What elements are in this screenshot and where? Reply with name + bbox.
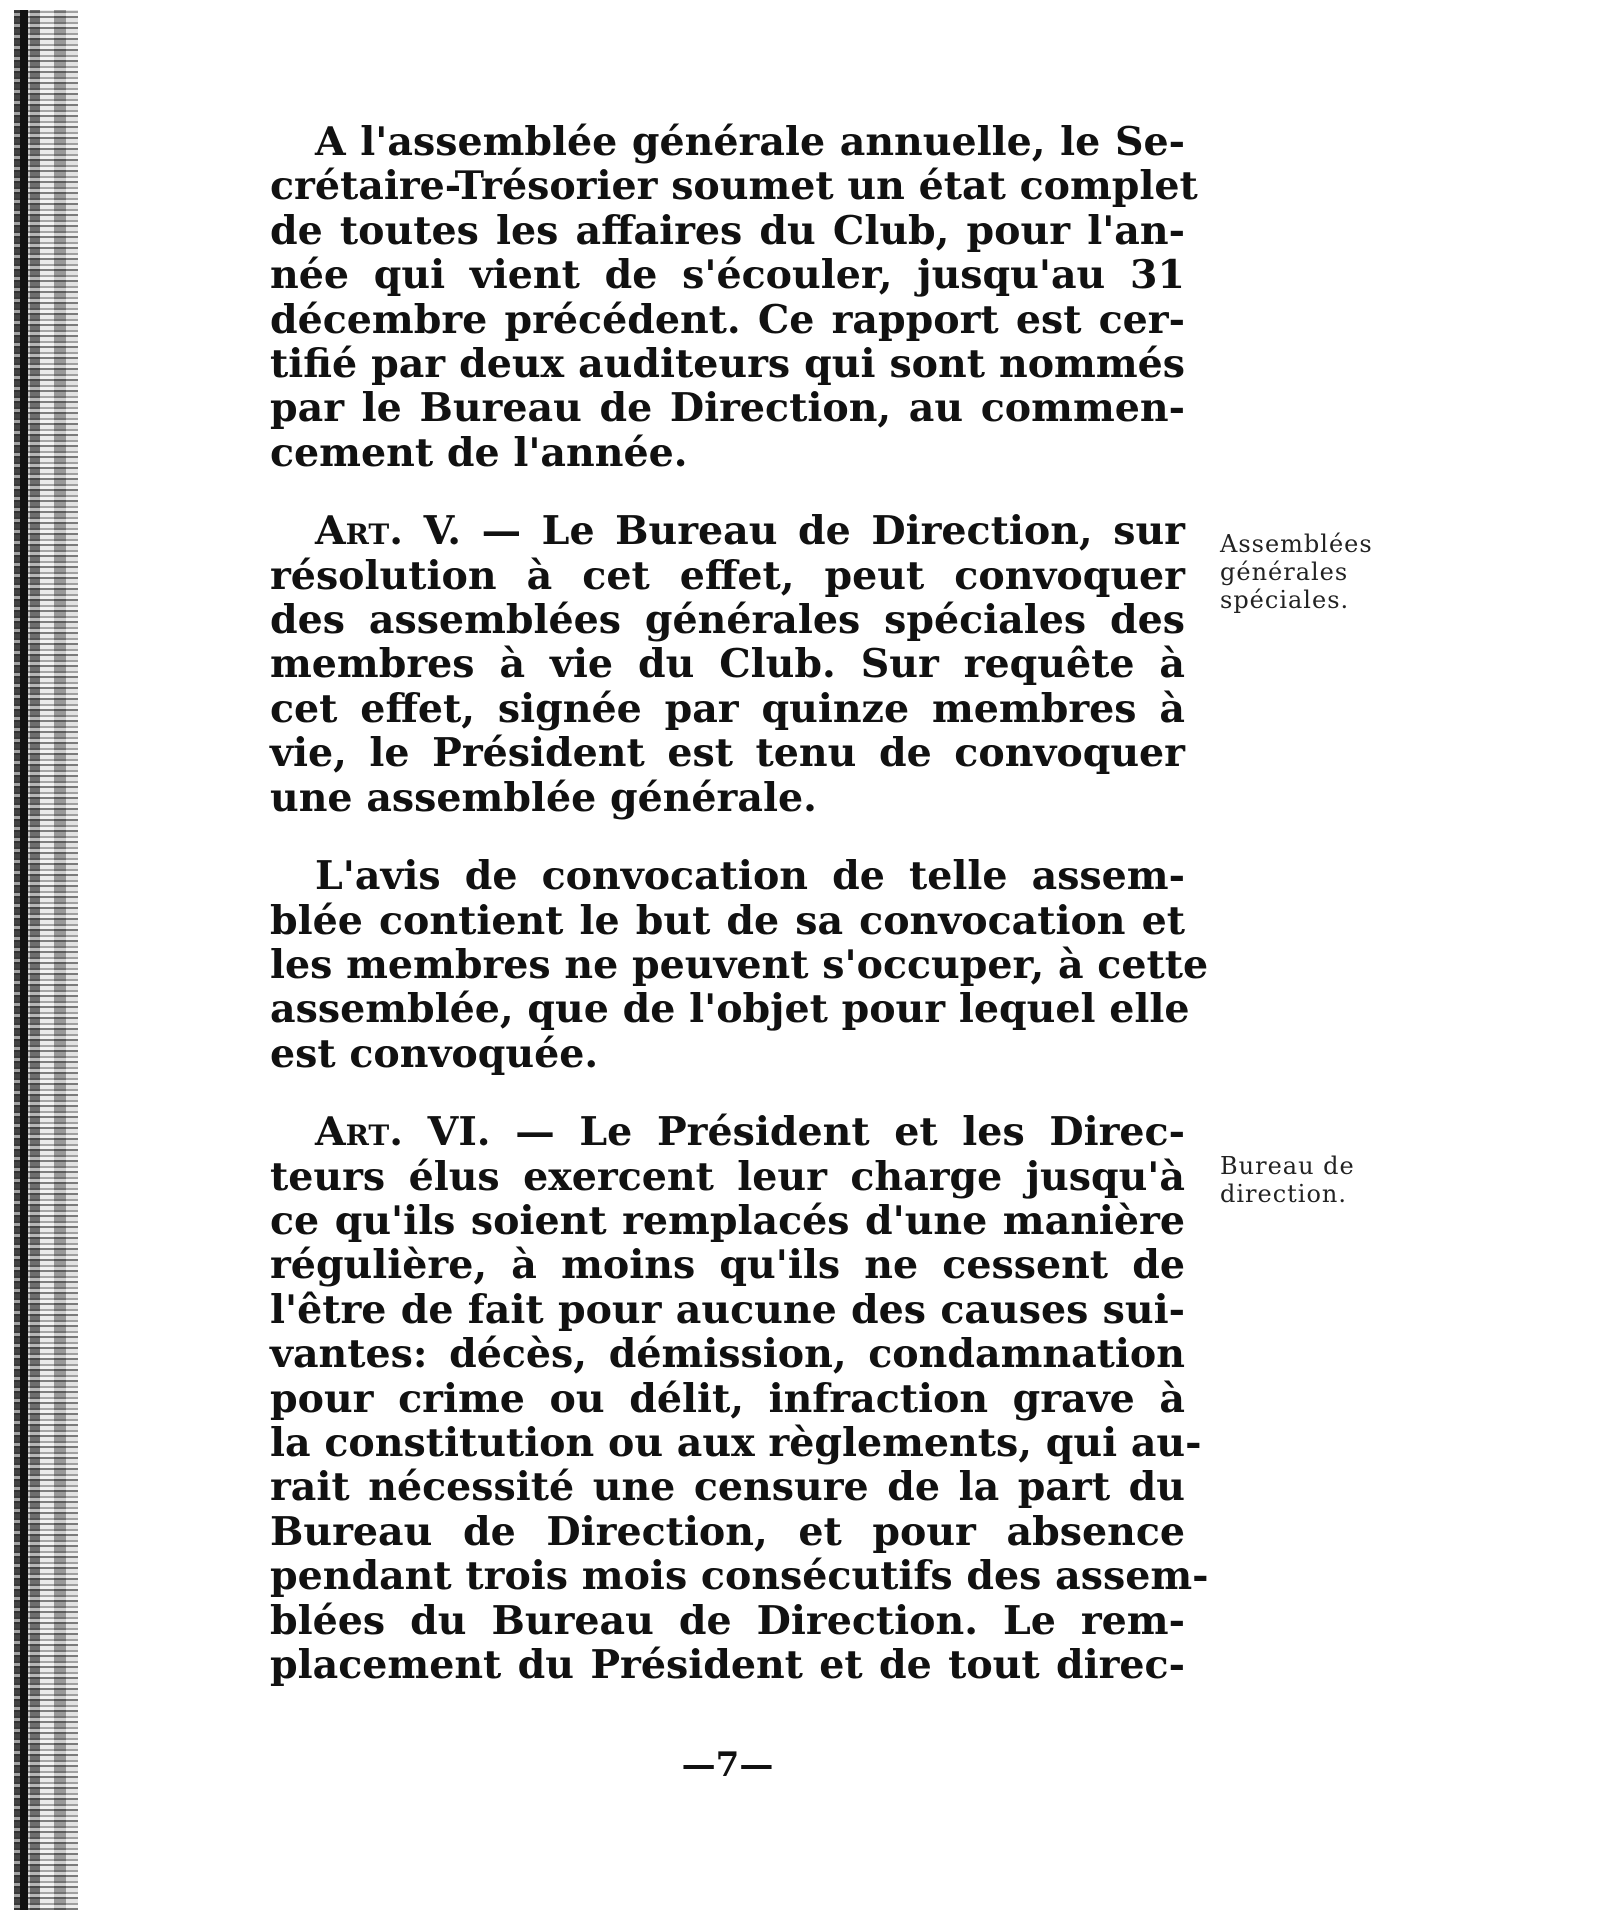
text-line: crétaire-Trésorier soumet un état complet — [270, 163, 1198, 210]
page-number: —7— — [681, 1745, 774, 1785]
text-line: des assemblées générales spéciales des — [270, 597, 1185, 644]
margin-note-line: Bureau de — [1220, 1152, 1355, 1180]
text-line: L'avis de convocation de telle assem- — [315, 853, 1185, 900]
text-line: cement de l'année. — [270, 429, 688, 476]
text-line: blées du Bureau de Direction. Le rem- — [270, 1597, 1185, 1644]
text-line: de toutes les affaires du Club, pour l'an- — [270, 207, 1185, 254]
text-line: une assemblée générale. — [270, 774, 817, 821]
article-label: Art. VI. — [315, 1109, 491, 1156]
text-line: tifié par deux auditeurs qui sont nommés — [270, 341, 1185, 388]
text-line: rait nécessité une censure de la part du — [270, 1464, 1185, 1511]
margin-note-line: direction. — [1220, 1180, 1348, 1208]
text-line — [270, 1110, 1185, 1154]
margin-note-special-assemblies — [1220, 530, 1430, 614]
paragraph-convocation-notice — [270, 853, 1209, 1077]
text-line: assemblée, que de l'objet pour lequel elle — [270, 986, 1190, 1033]
text-line: régulière, à moins qu'ils ne cessent de — [270, 1242, 1185, 1289]
text-line: pendant trois mois consécutifs des assem- — [270, 1553, 1209, 1600]
text-line: la constitution ou aux règlements, qui au- — [270, 1419, 1202, 1466]
paragraph-article-5 — [270, 509, 1185, 820]
text-line: Bureau de Direction, et pour absence — [270, 1508, 1185, 1555]
text-line: pour crime ou délit, infraction grave à — [270, 1375, 1185, 1422]
text-line: résolution à cet effet, peut convoquer — [270, 552, 1185, 599]
text-line: ce qu'ils soient remplacés d'une manière — [270, 1197, 1185, 1244]
margin-note-line: générales — [1220, 558, 1349, 586]
text-line: est convoquée. — [270, 1030, 599, 1077]
text-line: vantes: décès, démission, condamnation — [270, 1331, 1185, 1378]
text-line: les membres ne peuvent s'occuper, à cette — [270, 941, 1209, 988]
margin-note-board-of-directors — [1220, 1152, 1430, 1208]
text-line: vie, le Président est tenu de convoquer — [270, 730, 1185, 777]
article-text: — Le Bureau de Direction, sur — [461, 508, 1185, 555]
text-line: A l'assemblée générale annuelle, le Se- — [315, 119, 1185, 165]
text-line: blée contient le but de sa convocation et — [270, 897, 1185, 944]
text-line: placement du Président et de tout direc- — [270, 1642, 1185, 1688]
text-line — [270, 509, 1185, 553]
margin-note-line: Assemblées — [1220, 530, 1373, 558]
main-text-column — [270, 119, 1209, 1721]
text-line: née qui vient de s'écouler, jusqu'au 31 — [270, 252, 1185, 299]
binding-shadow — [20, 10, 28, 1910]
article-text: — Le Président et les Direc- — [490, 1109, 1185, 1156]
article-label: Art. V. — [315, 508, 462, 555]
paragraph-annual-report — [270, 119, 1198, 476]
margin-note-line: spéciales. — [1220, 586, 1350, 614]
text-line: cet effet, signée par quinze membres à — [270, 685, 1185, 732]
text-line: teurs élus exercent leur charge jusqu'à — [270, 1153, 1185, 1200]
text-line: l'être de fait pour aucune des causes sui- — [270, 1286, 1185, 1333]
text-line: décembre précédent. Ce rapport est cer- — [270, 296, 1185, 343]
text-line: par le Bureau de Direction, au commen- — [270, 385, 1185, 432]
paragraph-article-6 — [270, 1109, 1209, 1688]
text-line: membres à vie du Club. Sur requête à — [270, 641, 1185, 688]
